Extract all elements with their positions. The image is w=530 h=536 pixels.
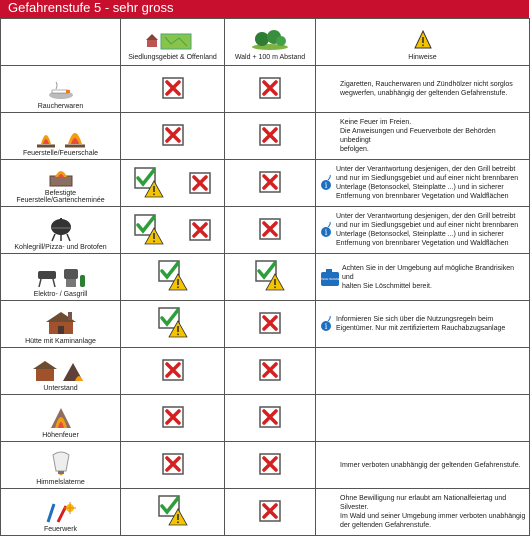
allowed-check-warning-icon [158, 495, 188, 527]
notes-cell [316, 113, 530, 160]
activity-label: Elektro- / Gasgrill [33, 291, 88, 298]
notes-cell [316, 442, 530, 489]
allowed-check-warning-icon [134, 167, 164, 199]
header-forest [225, 19, 316, 66]
settlement-status [121, 442, 225, 489]
header-notes-label: Hinweise [408, 54, 437, 61]
note-line: befolgen. [340, 146, 369, 153]
settlement-status [121, 113, 225, 160]
table-row [1, 489, 530, 536]
note-line: und nur im Siedlungsgebiet und auf einer nicht brennbaren [336, 222, 519, 229]
activity-cell [1, 207, 121, 254]
forest-status [225, 489, 316, 536]
activity-cell [1, 66, 121, 113]
note-line: Entfernung von brennbarer Vegetation und Waldflächen [336, 193, 509, 200]
header-settlement [121, 19, 225, 66]
prohibited-cross-icon [259, 171, 281, 193]
prohibited-cross-icon [259, 359, 281, 381]
activity-cell [1, 348, 121, 395]
prohibited-cross-icon [162, 77, 184, 99]
note-line: Unterlage (Betonsockel, Steinplatte ...) und in sicherer [336, 184, 504, 191]
note-line: Achten Sie in der Umgebung auf mögliche Brandrisiken und [342, 264, 514, 281]
fire-pit-icon [46, 166, 76, 188]
sky-lantern-icon [50, 451, 72, 477]
activity-label: Höhenfeuer [42, 432, 79, 439]
fire-rules-table [0, 18, 530, 536]
prohibited-cross-icon [162, 359, 184, 381]
charcoal-grill-icon [48, 218, 74, 242]
activity-label: Himmelslaterne [36, 479, 85, 486]
header-forest-label: Wald + 100 m Abstand [234, 54, 306, 61]
settlement-status [121, 489, 225, 536]
forest-status [225, 348, 316, 395]
water-canister-label: LÖSCH WASSER [317, 277, 343, 281]
cabin-icon [44, 310, 78, 336]
header-empty-cell [1, 19, 121, 66]
settlement-status [121, 160, 225, 207]
settlement-status [121, 254, 225, 301]
gas-grill-icon [36, 265, 86, 289]
activity-label: Kohlegrill/Pizza- und Brotofen [14, 244, 107, 251]
activity-cell [1, 254, 121, 301]
cigarette-icon [46, 81, 76, 101]
activity-label: Hütte mit Kaminanlage [25, 338, 96, 345]
table-row [1, 207, 530, 254]
settlement-status [121, 301, 225, 348]
settlement-status [121, 348, 225, 395]
forest-icon [250, 30, 290, 50]
prohibited-cross-icon [259, 124, 281, 146]
activity-cell [1, 395, 121, 442]
prohibited-cross-icon [162, 453, 184, 475]
note-line: Silvester. [340, 504, 369, 511]
table-header-row [1, 19, 530, 66]
activity-cell [1, 489, 121, 536]
forest-status [225, 66, 316, 113]
prohibited-cross-icon [259, 500, 281, 522]
note-line: Unter der Verantwortung desjenigen, der den Grill betreibt [336, 213, 516, 220]
info-icon [320, 222, 332, 238]
note-line: Unterlage (Betonsockel, Steinplatte ...) und in sicherer [336, 231, 504, 238]
water-canister-icon [317, 269, 343, 287]
info-icon [320, 175, 332, 191]
activity-label: Raucherwaren [37, 103, 84, 110]
notes-cell [316, 348, 530, 395]
note-line: Die Anweisungen und Feuerverbote der Behörden unbedingt [340, 128, 496, 144]
prohibited-cross-icon [259, 77, 281, 99]
activity-cell [1, 301, 121, 348]
prohibited-cross-icon [162, 124, 184, 146]
table-row [1, 348, 530, 395]
note-line: wegwerfen, unabhängig der geltenden Gefahrenstufe. [340, 90, 508, 97]
note-line: Keine Feuer im Freien. [340, 119, 412, 126]
forest-status [225, 113, 316, 160]
table-row [1, 66, 530, 113]
prohibited-cross-icon [189, 172, 211, 194]
note-line: Entfernung von brennbarer Vegetation und Waldflächen [336, 240, 509, 247]
note-line: Zigaretten, Raucherwaren und Zündhölzer nicht sorglos [340, 81, 513, 88]
notes-cell [316, 395, 530, 442]
activity-cell [1, 442, 121, 489]
table-row [1, 254, 530, 301]
table-row [1, 113, 530, 160]
bonfire-icon [48, 404, 74, 430]
forest-status [225, 442, 316, 489]
activity-label: Unterstand [43, 385, 78, 392]
warning-icon [414, 30, 432, 50]
note-line: Eigentümer. Nur mit zertifiziertem Rauchabzugsanlage [336, 325, 506, 332]
allowed-check-warning-icon [255, 260, 285, 292]
info-icon [320, 316, 332, 332]
svg-text:i: i [324, 181, 328, 190]
prohibited-cross-icon [259, 218, 281, 240]
note-line: Ohne Bewilligung nur erlaubt am Nationalfeiertag und [340, 495, 507, 502]
page-title: Gefahrenstufe 5 - sehr gross [0, 0, 529, 18]
note-line: und nur im Siedlungsgebiet und auf einer nicht brennbaren [336, 175, 519, 182]
prohibited-cross-icon [189, 219, 211, 241]
header-notes [316, 19, 530, 66]
shelter-icon [31, 359, 91, 383]
allowed-check-warning-icon [158, 260, 188, 292]
note-line: Unter der Verantwortung desjenigen, der den Grill betreibt [336, 166, 516, 173]
activity-label: Befestigte Feuerstelle/Gartencheminée [16, 190, 105, 204]
note-line: der geltenden Gefahrenstufe. [340, 522, 432, 529]
forest-status [225, 301, 316, 348]
header-settlement-label: Siedlungsgebiet & Offenland [128, 54, 217, 61]
allowed-check-warning-icon [158, 307, 188, 339]
forest-status [225, 160, 316, 207]
table-row [1, 301, 530, 348]
note-line: halten Sie Löschmittel bereit. [342, 282, 432, 290]
settlement-status [121, 207, 225, 254]
fireworks-icon [44, 500, 78, 524]
prohibited-cross-icon [259, 406, 281, 428]
prohibited-cross-icon [259, 312, 281, 334]
activity-cell [1, 113, 121, 160]
notes-cell [316, 489, 530, 536]
note-line: Im Wald und seiner Umgebung immer verboten unabhängig [340, 513, 526, 520]
prohibited-cross-icon [259, 453, 281, 475]
notes-cell [316, 160, 530, 207]
svg-text:i: i [324, 322, 328, 331]
settlement-map-icon [143, 32, 203, 50]
settlement-status [121, 66, 225, 113]
activity-cell [1, 160, 121, 207]
notes-cell [316, 254, 530, 301]
note-line: Immer verboten unabhängig der geltenden Gefahrenstufe. [340, 461, 521, 469]
notes-cell [316, 301, 530, 348]
activity-label: Feuerstelle/Feuerschale [22, 150, 99, 157]
forest-status [225, 254, 316, 301]
activity-label: Feuerwerk [43, 526, 78, 533]
notes-cell [316, 66, 530, 113]
campfire-icon [33, 122, 89, 148]
table-row [1, 442, 530, 489]
forest-status [225, 395, 316, 442]
notes-cell [316, 207, 530, 254]
note-line: Informieren Sie sich über die Nutzungsregeln beim [336, 316, 494, 323]
table-row [1, 395, 530, 442]
settlement-status [121, 395, 225, 442]
table-row [1, 160, 530, 207]
forest-status [225, 207, 316, 254]
prohibited-cross-icon [162, 406, 184, 428]
svg-text:i: i [324, 228, 328, 237]
allowed-check-warning-icon [134, 214, 164, 246]
